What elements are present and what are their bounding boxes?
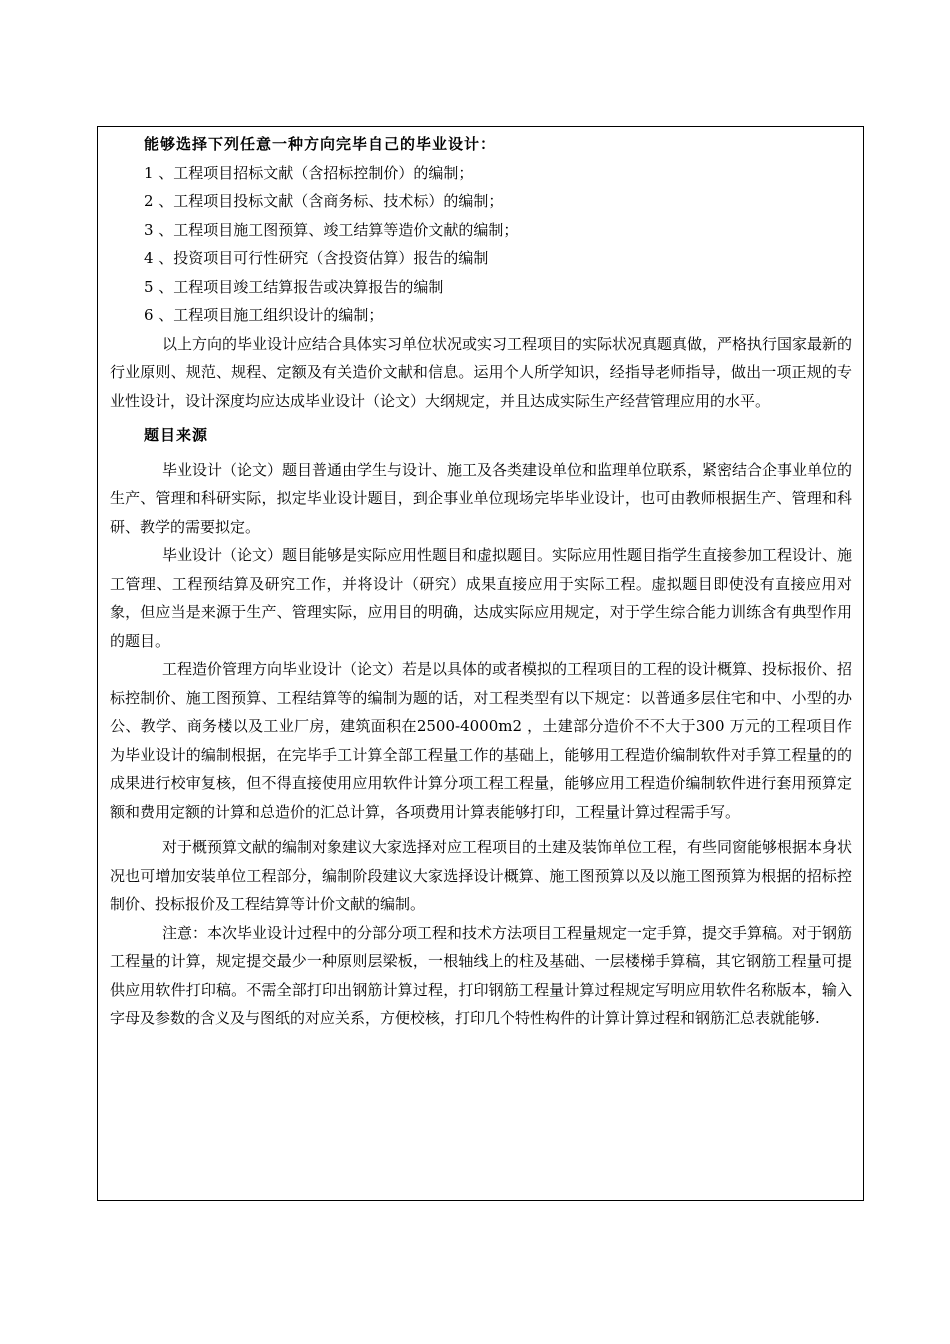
direction-item-3: 3 、工程项目施工图预算、竣工结算等造价文献的编制； <box>144 220 519 239</box>
topic-source-paragraph-1: 毕业设计（论文）题目普通由学生与设计、施工及各类建设单位和监理单位联系，紧密结合企事业单位的生产、管理和科研实际，拟定毕业设计题目，到企事业单位现场完毕毕业设计，也可由教师根据生产、管理和科研、教学的需要拟定。 <box>110 460 853 536</box>
topic-source-paragraph-5: 注意：本次毕业设计过程中的分部分项工程和技术方法项目工程量规定一定手算，提交手算稿。对于钢筋工程量的计算，规定提交最少一种原则层梁板，一根轴线上的柱及基础、一层楼梯手算稿，其它钢筋工程量可提供应用软件打印稿。不需全部打印出钢筋计算过程，打印钢筋工程量计算过程规定写明应用软件名称版本，输入字母及参数的含义及与图纸的对应关系，方便校核，打印几个特性构件的计算计算过程和钢筋汇总表就能够. <box>110 923 853 1027</box>
topic-source-heading: 题目来源 <box>144 426 209 444</box>
direction-item-5: 5 、工程项目竣工结算报告或决算报告的编制 <box>144 277 444 296</box>
topic-source-paragraph-2: 毕业设计（论文）题目能够是实际应用性题目和虚拟题目。实际应用性题目指学生直接参加工程设计、施工管理、工程预结算及研究工作，并将设计（研究）成果直接应用于实际工程。虚拟题目即使没有直接应用对象，但应当是来源于生产、管理实际，应用目的明确，达成实际应用规定，对于学生综合能力训练含有典型作用的题目。 <box>110 546 853 650</box>
topic-source-paragraph-4: 对于概预算文献的编制对象建议大家选择对应工程项目的土建及装饰单位工程，有些同窗能够根据本身状况也可增加安装单位工程部分，编制阶段建议大家选择设计概算、施工图预算以及以施工图预算为根据的招标控制价、投标报价及工程结算等计价文献的编制。 <box>110 838 853 913</box>
direction-item-4: 4 、投资项目可行性研究（含投资估算）报告的编制 <box>144 249 489 267</box>
document-body <box>110 130 852 1033</box>
directions-paragraph: 以上方向的毕业设计应结合具体实习单位状况或实习工程项目的实际状况真题真做，严格执行国家最新的行业原则、规范、规程、定额及有关造价文献和信息。运用个人所学知识，经指导老师指导，做出一项正规的专业性设计，设计深度均应达成毕业设计（论文）大纲规定，并且达成实际生产经营管理应用的水平。 <box>110 334 853 410</box>
direction-item-2: 2 、工程项目投标文献（含商务标、技术标）的编制； <box>144 192 504 210</box>
direction-item-1: 1 、工程项目招标文献（含招标控制价）的编制； <box>144 163 474 182</box>
direction-item-6: 6 、工程项目施工组织设计的编制； <box>144 306 384 324</box>
topic-source-paragraph-3: 工程造价管理方向毕业设计（论文）若是以具体的或者模拟的工程项目的工程的设计概算、投标报价、招标控制价、施工图预算、工程结算等的编制为题的话，对工程类型有以下规定：以普通多层住宅和中、小型的办公、教学、商务楼以及工业厂房，建筑面积在2500-4000m2 ，土建部分造价不不大于300 万元的工程项目作为毕业设计的编制根据，在完毕手工计算全部工程量工作的基础上，能够用工程造价编制软件对手算工程量的的成果进行校审复核，但不得直接使用应用软件计算分项工程工程量，能够应用工程造价编制软件进行套用预算定额和费用定额的计算和总造价的汇总计算，各项费用计算表能够打印，工程量计算过程需手写。 <box>110 660 853 821</box>
directions-heading: 能够选择下列任意一种方向完毕自己的毕业设计： <box>144 135 497 153</box>
